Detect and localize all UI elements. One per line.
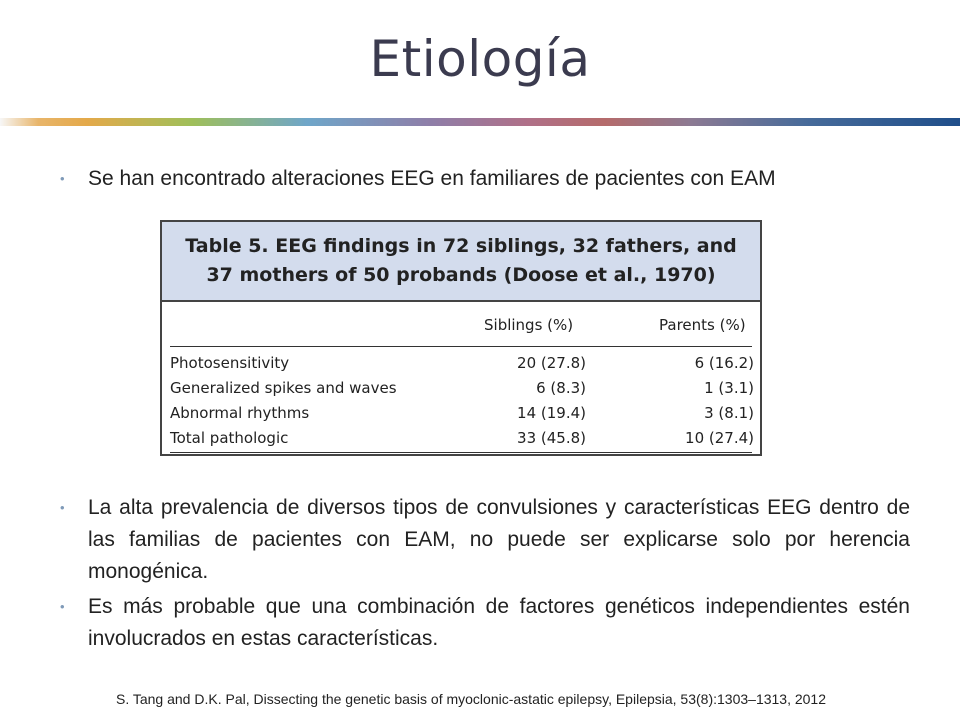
eeg-findings-table bbox=[160, 220, 762, 456]
siblings-value: 14 (19.4) bbox=[517, 404, 586, 422]
parents-value: 1 (3.1) bbox=[704, 379, 754, 397]
parents-value: 10 (27.4) bbox=[685, 429, 754, 447]
table-title bbox=[162, 222, 760, 302]
citation: S. Tang and D.K. Pal, Dissecting the genetic basis of myoclonic-astatic epilepsy, Epilepsia, 53(8):1303–1313, 2012 bbox=[116, 691, 827, 707]
row-label: Generalized spikes and waves bbox=[170, 379, 397, 397]
bullet-item bbox=[60, 163, 910, 195]
slide-title: Etiología bbox=[369, 30, 591, 88]
header-divider bbox=[170, 346, 752, 347]
table-row bbox=[170, 404, 752, 429]
bullet-item bbox=[60, 492, 910, 588]
siblings-value: 6 (8.3) bbox=[536, 379, 586, 397]
parents-value: 3 (8.1) bbox=[704, 404, 754, 422]
parents-value: 6 (16.2) bbox=[694, 354, 754, 372]
bullet-text: Es más probable que una combinación de factores genéticos independientes estén involucrados en estas características. bbox=[88, 595, 910, 650]
siblings-value: 33 (45.8) bbox=[517, 429, 586, 447]
table-title-line: 37 mothers of 50 probands (Doose et al., 1970) bbox=[206, 264, 716, 286]
decorative-gradient-rule bbox=[0, 118, 960, 126]
table-row bbox=[170, 354, 752, 379]
table-row bbox=[170, 429, 752, 454]
bullet-item bbox=[60, 591, 910, 655]
column-header-siblings: Siblings (%) bbox=[484, 316, 574, 334]
table-title-line: Table 5. EEG findings in 72 siblings, 32 fathers, and bbox=[185, 235, 737, 257]
bullet-text: Se han encontrado alteraciones EEG en familiares de pacientes con EAM bbox=[88, 167, 776, 190]
bullet-text: La alta prevalencia de diversos tipos de convulsiones y características EEG dentro de las familias de pacientes con EAM, no puede ser explicarse solo por herencia monogénica. bbox=[88, 496, 910, 583]
row-label: Photosensitivity bbox=[170, 354, 290, 372]
row-label: Abnormal rhythms bbox=[170, 404, 310, 422]
table-bottom-rule bbox=[170, 452, 752, 453]
row-label: Total pathologic bbox=[170, 429, 289, 447]
bullet-icon: • bbox=[60, 500, 65, 515]
bullet-icon: • bbox=[60, 171, 65, 186]
siblings-value: 20 (27.8) bbox=[517, 354, 586, 372]
table-row bbox=[170, 379, 752, 404]
column-header-parents: Parents (%) bbox=[659, 316, 746, 334]
bullet-icon: • bbox=[60, 599, 65, 614]
